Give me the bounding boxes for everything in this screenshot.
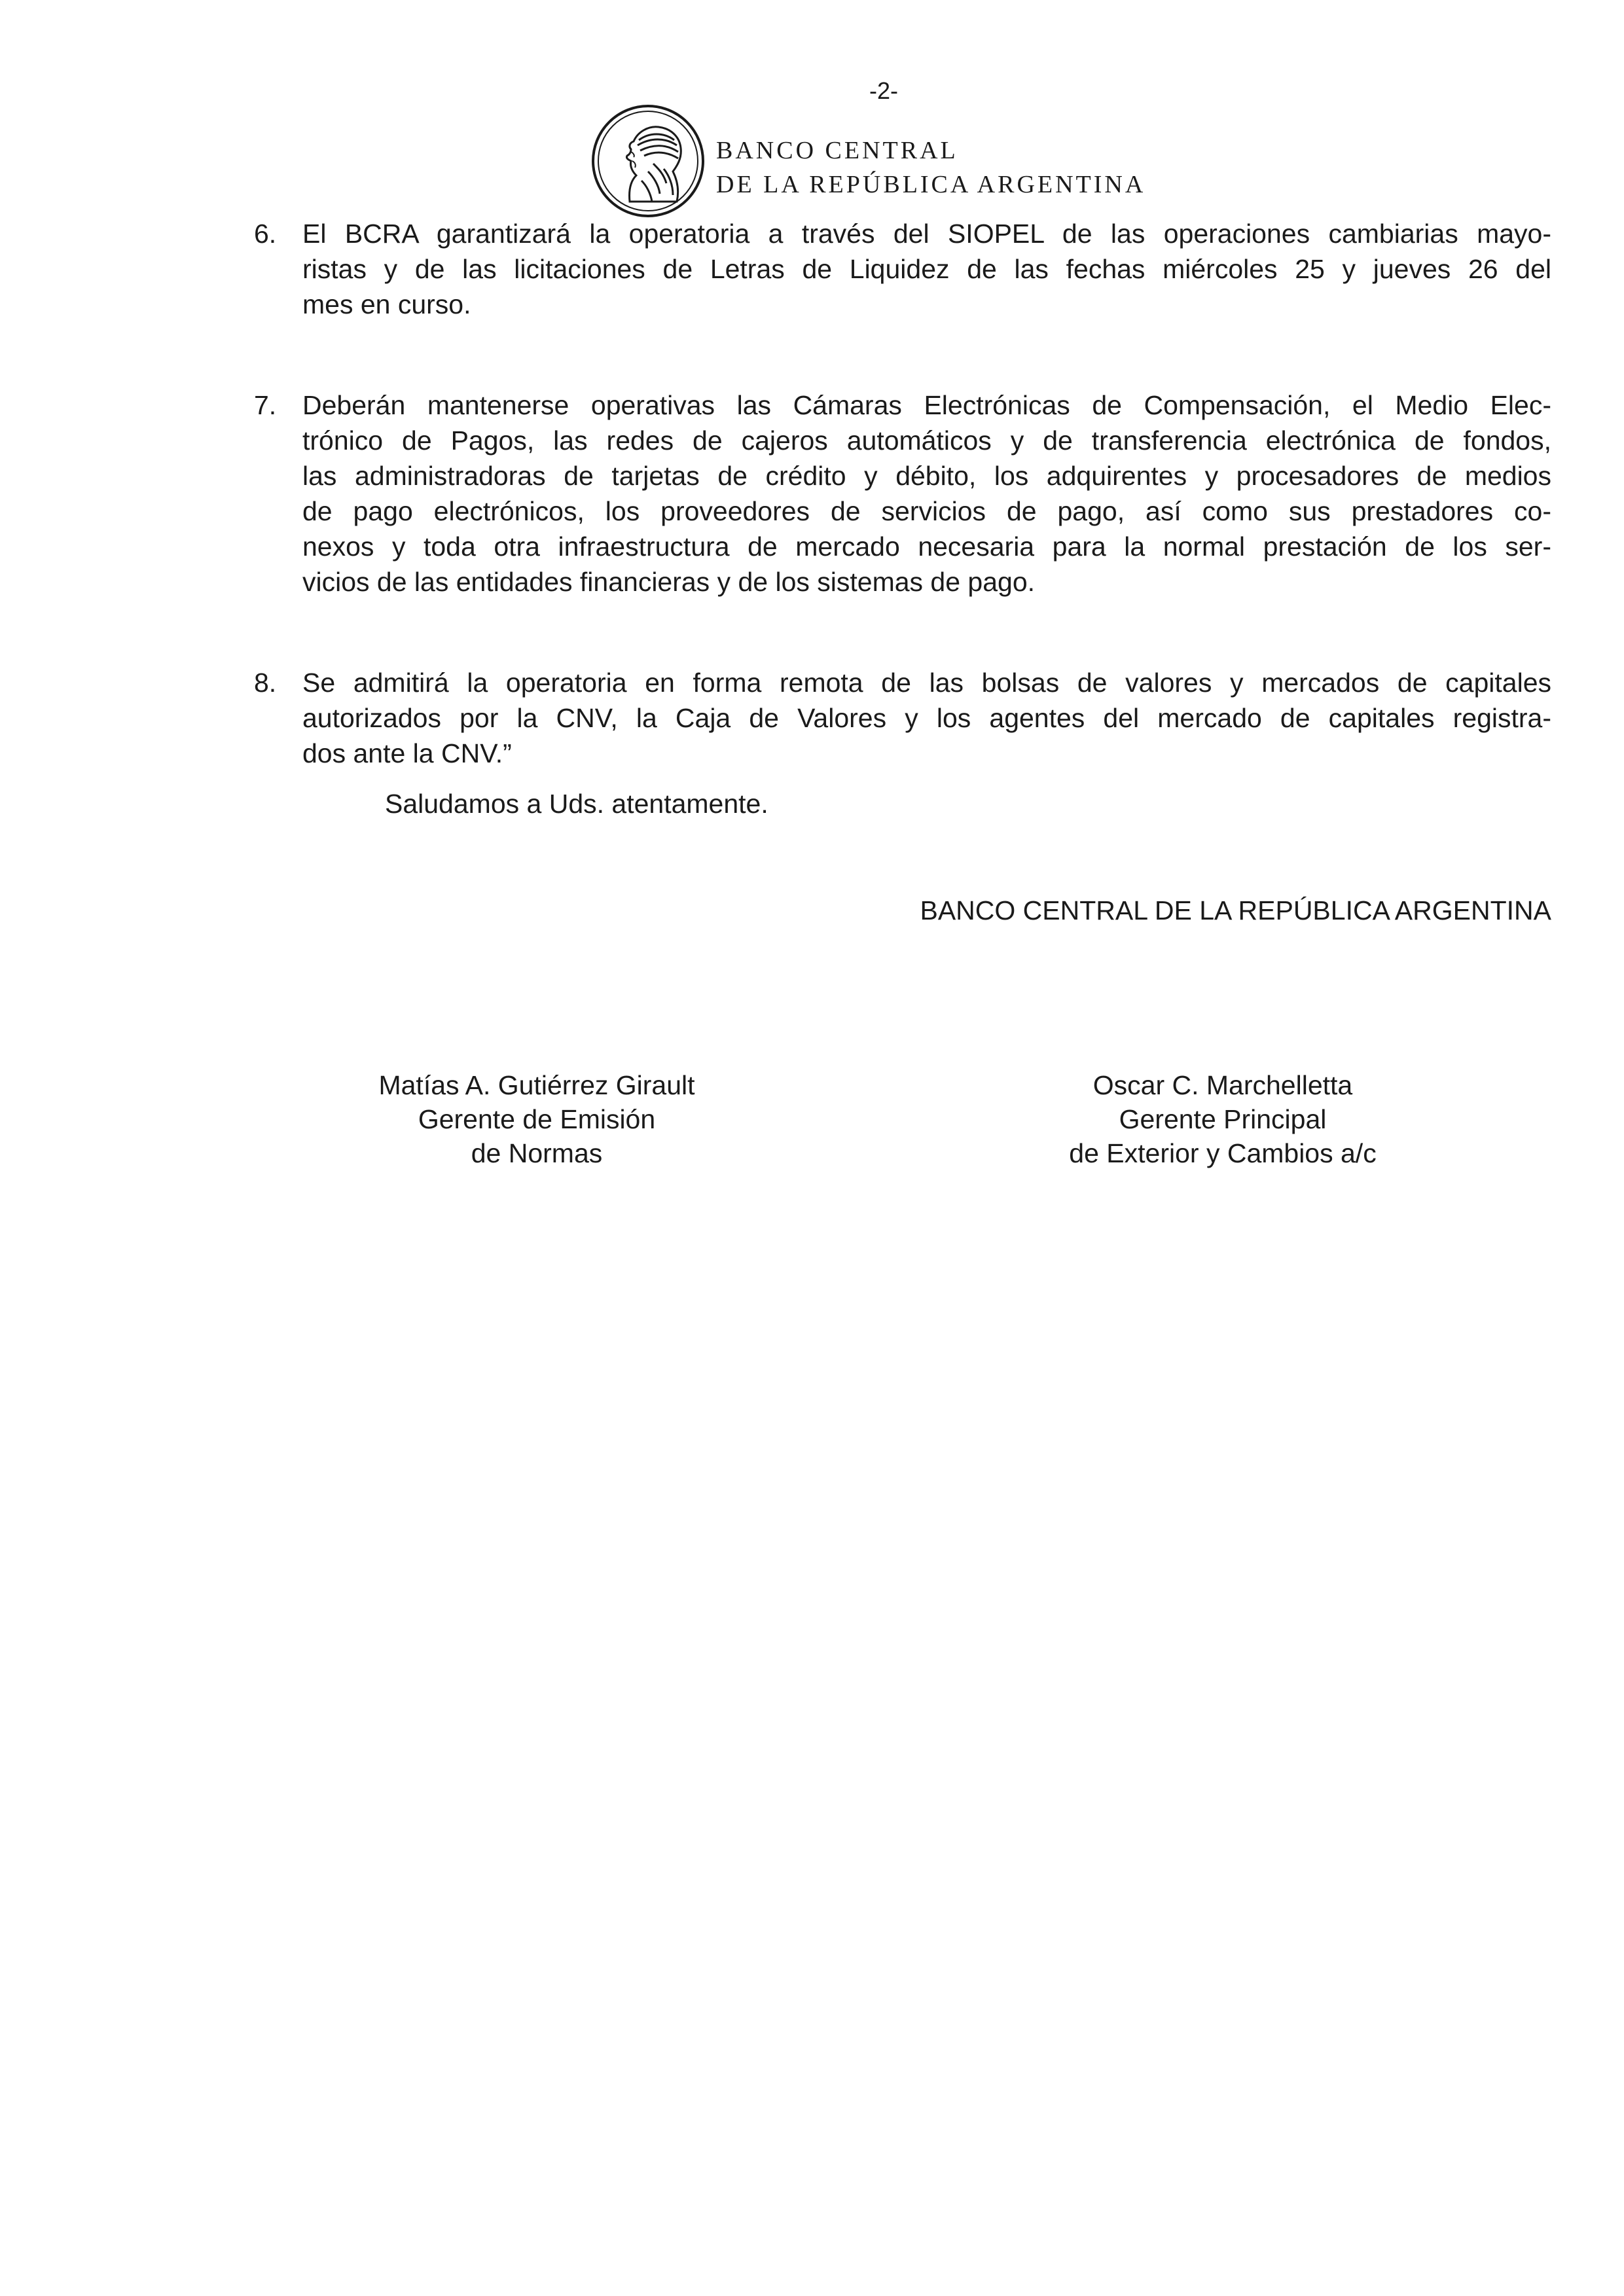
text-line: vicios de las entidades financieras y de los sistemas de pago. [302,567,1036,597]
text-line: ristas y de las licitaciones de Letras de Liquidez de las fechas miércoles 25 y jueves 26 del [302,254,1551,284]
item-text [302,665,1551,771]
document-body [254,216,1551,836]
text-line: nexos y toda otra infraestructura de mercado necesaria para la normal prestación de los ser- [302,531,1551,562]
signatory-name: Matías A. Gutiérrez Girault [378,1070,695,1100]
logo-line-1: BANCO CENTRAL [716,137,958,164]
list-item-7 [254,387,1551,600]
signatory-right [994,1068,1452,1170]
signatory-left [308,1068,766,1170]
item-text [302,216,1551,322]
item-text [302,387,1551,600]
text-line: autorizados por la CNV, la Caja de Valores y los agentes del mercado de capitales registra- [302,703,1551,733]
signatory-name: Oscar C. Marchelletta [1092,1070,1353,1100]
list-item-6 [254,216,1551,322]
item-number: 7. [254,390,277,420]
text-line: las administradoras de tarjetas de crédito y débito, los adquirentes y procesadores de medios [302,461,1551,491]
text-line: de pago electrónicos, los proveedores de servicios de pago, así como sus prestadores co- [302,496,1551,526]
text-line: dos ante la CNV.” [302,738,512,768]
bcra-logo [590,103,1180,221]
item-number: 8. [254,668,277,698]
text-line: Deberán mantenerse operativas las Cámaras Electrónicas de Compensación, el Medio Elec- [302,390,1551,420]
page-number: -2- [869,77,898,104]
logo-line-2: DE LA REPÚBLICA ARGENTINA [716,171,1146,198]
signatory-title: Gerente de Emisión [418,1104,656,1134]
institution-signature: BANCO CENTRAL DE LA REPÚBLICA ARGENTINA [920,895,1551,925]
item-number: 6. [254,219,277,249]
signatory-title: Gerente Principal [1119,1104,1327,1134]
logo-wordmark [716,134,1146,202]
list-item-8 [254,665,1551,771]
closing-greeting: Saludamos a Uds. atentamente. [385,789,768,819]
text-line: El BCRA garantizará la operatoria a través del SIOPEL de las operaciones cambiarias mayo- [302,219,1551,249]
signatory-title: de Normas [471,1138,603,1168]
text-line: mes en curso. [302,289,471,319]
signatory-title: de Exterior y Cambios a/c [1069,1138,1377,1168]
bcra-seal-icon [590,103,706,219]
text-line: trónico de Pagos, las redes de cajeros automáticos y de transferencia electrónica de fondos, [302,425,1551,456]
text-line: Se admitirá la operatoria en forma remota de las bolsas de valores y mercados de capitales [302,668,1551,698]
